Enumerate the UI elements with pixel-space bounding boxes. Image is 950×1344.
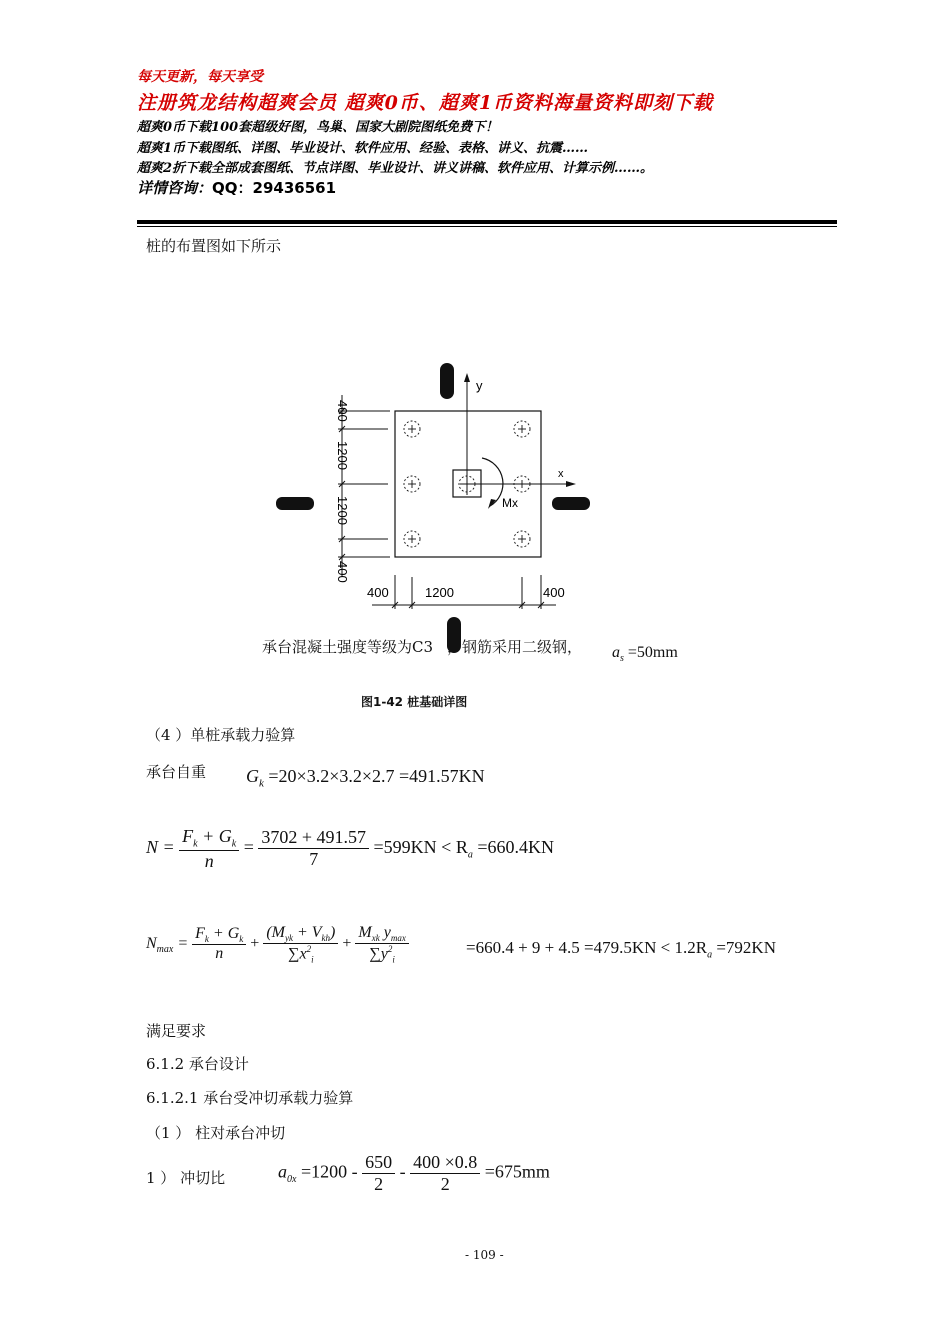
a0x-f2-den: 2 (440, 1174, 450, 1194)
dim-left-1200-bottom: 1200 (335, 496, 350, 525)
gk-symbol: G (246, 766, 259, 786)
a0x-rhs: =675mm (484, 1161, 550, 1182)
header-line-discount: 超爽2折下载全部成套图纸、节点详图、毕业设计、讲义讲稿、软件应用、计算示例……。 (137, 161, 654, 176)
satisfy-text: 满足要求 (146, 1022, 207, 1040)
pile-7 (514, 531, 530, 547)
a0x-fraction-1 (362, 1152, 395, 1195)
header-tagline: 每天更新，每天享受 (137, 69, 263, 85)
page-number: - 109 - (465, 1248, 504, 1262)
pile-1 (404, 421, 420, 437)
nmax-subscript: max (156, 944, 174, 956)
header-title: 注册筑龙结构超爽会员 超爽0币、超爽1币资料海量资料即刻下载 (137, 92, 714, 114)
n-den2: 7 (309, 849, 319, 870)
a0x-f2-num: 400 ×0.8 (410, 1152, 480, 1174)
eq-gk (246, 766, 485, 790)
self-weight-label: 承台自重 (146, 763, 207, 781)
note-concrete: 承台混凝土强度等级为C3 (262, 638, 434, 656)
nmax-f1-f: F (195, 925, 205, 943)
section-4-heading: （4 ）单桩承载力验算 (146, 726, 296, 744)
n-fraction-2 (258, 827, 369, 870)
as-subscript: s (620, 653, 624, 665)
nmax-f1-k2: k (239, 934, 244, 945)
n-num-f: F (182, 826, 194, 846)
eq-a0x (278, 1152, 550, 1195)
n-rhs: =599KN < R (373, 836, 468, 857)
eq-nmax: $N_{max}$ = $\frac{F_k + G_k}{n}$ + $\frac{(M_{yk} + V_{kh})}{\sum x^2_i}$ + $\frac{M_{xk} y_{max}}{\sum y^2_i}$ (146, 924, 409, 965)
eq-n (146, 826, 554, 872)
x-axis-label: x (558, 468, 564, 480)
dim-left-400-bottom: 400 (335, 561, 350, 583)
nmax-f1-g: + G (208, 925, 240, 943)
n-num-g: + G (197, 826, 232, 846)
pile-3 (404, 476, 420, 492)
moment-label: Mx (502, 496, 518, 510)
a0x-eq: =1200 - (300, 1161, 358, 1182)
nmax-rhs: =660.4 + 9 + 4.5 =479.5KN < 1.2R (466, 938, 708, 957)
a0x-subscript: 0x (287, 1174, 297, 1186)
n-den: n (204, 850, 214, 871)
nmax-fraction-1 (192, 925, 246, 963)
figure-note (262, 636, 582, 657)
y-axis-arrow (464, 373, 470, 382)
dim-left-400-top: 400 (335, 400, 350, 422)
nmax-f3-m: M (358, 924, 372, 941)
nmax-symbol: N (146, 935, 157, 953)
nmax-f3-den-sub: i (392, 954, 395, 965)
n-rhs-sub: a (467, 849, 473, 861)
nmax-f3-den: ∑y (369, 945, 388, 963)
section-mark-right (552, 497, 590, 510)
intro-text: 桩的布置图如下所示 (146, 237, 282, 255)
nmax-f1-den: n (215, 945, 224, 963)
nmax-rhs-sub: a (707, 949, 713, 961)
nmax-f2-kh: kh (321, 933, 331, 944)
heading-6-1-2-1: 6.1.2.1 承台受冲切承载力验算 (146, 1089, 354, 1107)
nmax-fraction-2: $\frac{(M_{yk} + V_{kh})}{\sum x^2_i}$ (263, 924, 338, 965)
header-line-1coin: 超爽1币下载图纸、详图、毕业设计、软件应用、经验、表格、讲义、抗震…… (137, 141, 589, 156)
moment-arrow (488, 499, 496, 509)
a0x-fraction-2 (410, 1152, 480, 1195)
header-contact (137, 177, 336, 198)
punching-ratio-label: 1 ） 冲切比 (146, 1169, 226, 1187)
dim-bottom-1200: 1200 (425, 585, 454, 600)
pile-6 (404, 531, 420, 547)
nmax-f1-k: k (204, 934, 209, 945)
gk-subscript: k (259, 777, 264, 790)
header-rule-thin (137, 226, 837, 227)
gk-value: =20×3.2×3.2×2.7 =491.57KN (268, 766, 485, 786)
a0x-f1-num: 650 (362, 1152, 395, 1174)
contact-label: 详情咨询： (137, 179, 213, 197)
figure-caption: 图1-42 桩基础详图 (361, 695, 468, 709)
dim-bottom-400-right: 400 (543, 585, 565, 600)
n-fraction-1 (179, 826, 239, 872)
dim-left-1200-top: 1200 (335, 441, 350, 470)
section-mark-left (276, 497, 314, 510)
n-lhs: N = (146, 836, 175, 857)
nmax-f2-close: ) (330, 924, 336, 941)
as-symbol: a (612, 644, 620, 661)
dim-bottom-400-left: 400 (367, 585, 389, 600)
bottom-dimension-chain (372, 575, 556, 609)
heading-6-1-2: 6.1.2 承台设计 (146, 1055, 249, 1073)
eq-nmax-result (466, 938, 776, 960)
y-axis-label: y (476, 378, 483, 393)
moment-arc (482, 458, 503, 506)
n-num-k: k (193, 838, 198, 850)
nmax-f3-max: max (390, 933, 406, 944)
nmax-f2-v: + V (292, 924, 322, 941)
header-line-0coin: 超爽0币下载100套超级好图，鸟巢、国家大剧院图纸免费下！ (137, 120, 499, 135)
as-value: =50mm (627, 644, 678, 661)
nmax-f2-den: ∑x (288, 945, 307, 963)
note-as-formula (612, 644, 678, 664)
a0x-f1-den: 2 (374, 1174, 384, 1194)
section-mark-top (440, 363, 454, 399)
pile-2 (514, 421, 530, 437)
n-num2: 3702 + 491.57 (258, 827, 369, 849)
nmax-f3-y: y (379, 924, 391, 941)
n-num-k2: k (231, 838, 237, 850)
left-dimension-chain (338, 395, 390, 577)
header-rule-thick (137, 220, 837, 224)
contact-qq: QQ：29436561 (212, 179, 337, 197)
nmax-f3-xk: xk (371, 933, 380, 944)
nmax-fraction-3: $\frac{M_{xk} y_{max}}{\sum y^2_i}$ (355, 924, 408, 965)
nmax-f2-m: (M (266, 924, 285, 941)
a0x-minus: - (399, 1161, 406, 1182)
pile-layout-figure (260, 355, 680, 670)
n-rhs2: =660.4KN (477, 836, 554, 857)
item-1-heading: （1 ） 柱对承台冲切 (146, 1124, 286, 1142)
nmax-f2-yk: yk (284, 933, 293, 944)
nmax-rhs2: =792KN (716, 938, 776, 957)
a0x-symbol: a (278, 1161, 287, 1182)
note-steel: ，钢筋采用二级钢， (447, 638, 583, 656)
n-eq2: = (243, 836, 254, 857)
nmax-f2-den-sub: i (311, 954, 314, 965)
x-axis-arrow (566, 481, 576, 487)
